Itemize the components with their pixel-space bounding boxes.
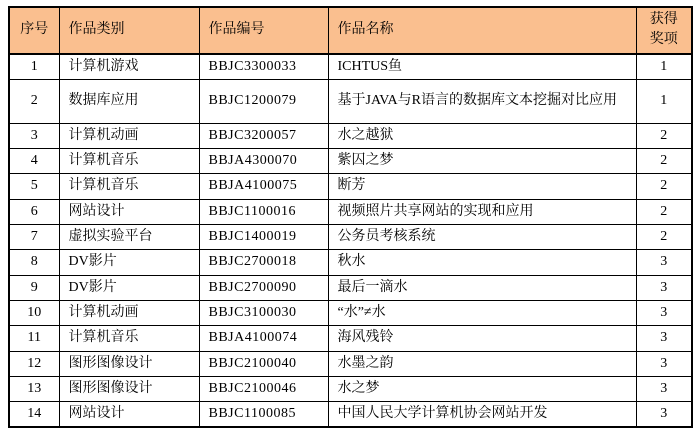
cell-award: 2 — [636, 123, 692, 148]
cell-index: 10 — [9, 300, 59, 325]
cell-index: 7 — [9, 225, 59, 250]
table-row — [9, 250, 692, 275]
table-row — [9, 300, 692, 325]
cell-name: 断芳 — [328, 174, 636, 199]
cell-category: 计算机游戏 — [59, 54, 199, 80]
cell-award: 3 — [636, 300, 692, 325]
table-header-row — [9, 7, 692, 54]
cell-category: 网站设计 — [59, 402, 199, 428]
table-row — [9, 174, 692, 199]
cell-award: 3 — [636, 250, 692, 275]
header-cell-index: 序号 — [9, 7, 59, 54]
cell-code: BBJC2700018 — [199, 250, 328, 275]
cell-category: 计算机动画 — [59, 300, 199, 325]
cell-category: 计算机动画 — [59, 123, 199, 148]
cell-code: BBJC1400019 — [199, 225, 328, 250]
cell-award: 2 — [636, 199, 692, 224]
table-row — [9, 54, 692, 80]
cell-category: 数据库应用 — [59, 79, 199, 123]
cell-index: 5 — [9, 174, 59, 199]
table-row — [9, 79, 692, 123]
header-cell-category: 作品类别 — [59, 7, 199, 54]
cell-name: 水之越狱 — [328, 123, 636, 148]
cell-code: BBJC2100046 — [199, 376, 328, 401]
cell-category: 计算机音乐 — [59, 326, 199, 351]
header-cell-name: 作品名称 — [328, 7, 636, 54]
cell-award: 1 — [636, 79, 692, 123]
cell-index: 9 — [9, 275, 59, 300]
header-cell-award: 获得奖项 — [636, 7, 692, 54]
awards-table — [8, 6, 693, 428]
table-row — [9, 123, 692, 148]
cell-award: 2 — [636, 225, 692, 250]
table-body — [9, 54, 692, 428]
cell-name: 公务员考核系统 — [328, 225, 636, 250]
cell-code: BBJC3300033 — [199, 54, 328, 80]
cell-category: 计算机音乐 — [59, 149, 199, 174]
table-row — [9, 326, 692, 351]
table-row — [9, 351, 692, 376]
cell-name: 视频照片共享网站的实现和应用 — [328, 199, 636, 224]
cell-award: 3 — [636, 376, 692, 401]
table-row — [9, 149, 692, 174]
cell-category: 虚拟实验平台 — [59, 225, 199, 250]
cell-code: BBJC1100016 — [199, 199, 328, 224]
cell-award: 3 — [636, 402, 692, 428]
cell-category: DV影片 — [59, 250, 199, 275]
cell-code: BBJC2100040 — [199, 351, 328, 376]
cell-index: 14 — [9, 402, 59, 428]
table-row — [9, 376, 692, 401]
cell-name: 秋水 — [328, 250, 636, 275]
cell-category: 网站设计 — [59, 199, 199, 224]
cell-code: BBJC1100085 — [199, 402, 328, 428]
cell-index: 1 — [9, 54, 59, 80]
cell-index: 11 — [9, 326, 59, 351]
cell-category: 图形图像设计 — [59, 376, 199, 401]
cell-index: 3 — [9, 123, 59, 148]
cell-category: 计算机音乐 — [59, 174, 199, 199]
cell-award: 3 — [636, 351, 692, 376]
cell-code: BBJA4100075 — [199, 174, 328, 199]
cell-index: 2 — [9, 79, 59, 123]
cell-award: 3 — [636, 275, 692, 300]
cell-name: ICHTUS鱼 — [328, 54, 636, 80]
table-row — [9, 402, 692, 428]
cell-name: 水之梦 — [328, 376, 636, 401]
cell-code: BBJC3200057 — [199, 123, 328, 148]
cell-index: 6 — [9, 199, 59, 224]
cell-code: BBJC2700090 — [199, 275, 328, 300]
cell-award: 2 — [636, 174, 692, 199]
cell-index: 4 — [9, 149, 59, 174]
cell-award: 3 — [636, 326, 692, 351]
cell-index: 12 — [9, 351, 59, 376]
table-row — [9, 225, 692, 250]
cell-name: 海风残铃 — [328, 326, 636, 351]
cell-code: BBJA4100074 — [199, 326, 328, 351]
cell-code: BBJC1200079 — [199, 79, 328, 123]
cell-category: DV影片 — [59, 275, 199, 300]
cell-name: 中国人民大学计算机协会网站开发 — [328, 402, 636, 428]
cell-name: “水”≠水 — [328, 300, 636, 325]
cell-name: 水墨之韵 — [328, 351, 636, 376]
table-row — [9, 199, 692, 224]
cell-code: BBJC3100030 — [199, 300, 328, 325]
cell-award: 1 — [636, 54, 692, 80]
cell-name: 紫囚之梦 — [328, 149, 636, 174]
cell-category: 图形图像设计 — [59, 351, 199, 376]
header-cell-code: 作品编号 — [199, 7, 328, 54]
cell-index: 8 — [9, 250, 59, 275]
cell-name: 最后一滴水 — [328, 275, 636, 300]
cell-code: BBJA4300070 — [199, 149, 328, 174]
cell-name: 基于JAVA与R语言的数据库文本挖掘对比应用 — [328, 79, 636, 123]
cell-index: 13 — [9, 376, 59, 401]
cell-award: 2 — [636, 149, 692, 174]
table-row — [9, 275, 692, 300]
